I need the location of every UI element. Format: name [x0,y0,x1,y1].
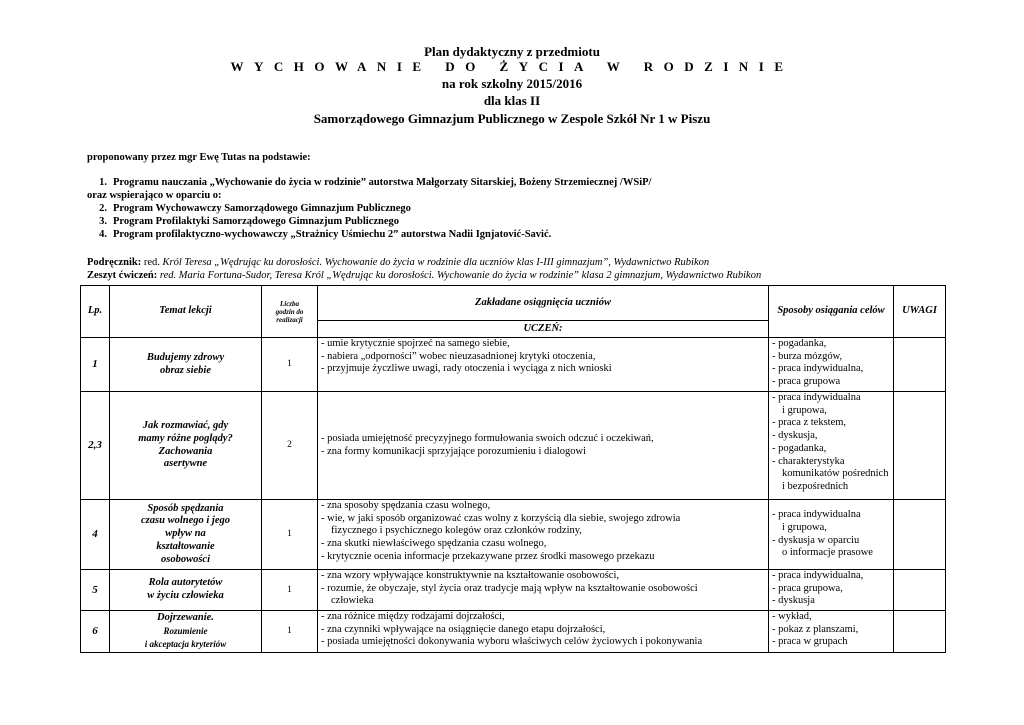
basis-item-1-number: 1. [99,177,107,188]
topic-line: i akceptacja kryteriów [144,638,227,649]
method-line: - dyskusja w oparciu [772,534,860,546]
row-lp: 5 [81,570,110,611]
grade-level: dla klas II [483,93,541,108]
row-hours: 1 [262,338,318,392]
row-topic [110,570,262,611]
basis-item-3-number: 3. [99,216,107,227]
topic-line: Zachowania [158,445,213,457]
topic-line: osobowości [160,553,210,565]
outcome-line: - rozumie, że obyczaje, styl życia oraz tradycje mają wpływ na kształtowanie osobowości [321,582,698,594]
topic-line: wpływ na [165,528,206,540]
outcome-line: - nabiera „odporności” wobec nieuzasadnionej krytyki otoczenia, [321,350,596,362]
textbook-prefix: red. [143,257,160,268]
row-hours: 1 [262,500,318,570]
header-hours-line3: realizacji [276,315,303,324]
topic-line: Sposób spędzania [147,502,224,514]
row-methods [769,611,894,653]
topic-line: Jak rozmawiać, gdy [142,420,229,432]
basis-item-1-text: Programu nauczania „Wychowanie do życia w rodzinie” autorstwa Małgorzaty Sitarskiej, Bożeny Strzemiecznej /WSiP/ [113,177,652,188]
row-topic [110,611,262,653]
row-lp: 1 [81,338,110,392]
topic-line: mamy różne poglądy? [138,432,233,444]
table-row [81,338,946,392]
method-line: i grupowa, [782,404,827,416]
outcome-line: - zna wzory wpływające konstruktywnie na kształtowanie osobowości, [321,570,619,581]
method-line: - praca indywidualna [772,509,861,521]
supporting-label: oraz wspierająco w oparciu o: [87,190,222,201]
row-notes [894,611,946,653]
school-name: Samorządowego Gimnazjum Publicznego w Zespole Szkół Nr 1 w Piszu [313,111,711,126]
lesson-plan-table [80,285,946,653]
row-outcomes [318,338,769,392]
method-line: o informacje prasowe [782,547,873,559]
workbook-title: red. Maria Fortuna-Sudor, Teresa Król „Wędrując ku dorosłości. Wychowanie do życia w rodzinie” klasa 2 gimnazjum, Wydawnictwo Rubikon [159,270,762,281]
basis-item-4-number: 4. [99,229,107,240]
method-line: - dyskusja, [772,430,818,442]
workbook-line [87,269,761,282]
method-line: i grupowa, [782,521,827,533]
outcome-line: człowieka [331,595,374,607]
row-outcomes [318,570,769,611]
outcome-line: fizycznego i psychicznego kolegów oraz członków rodziny, [331,525,582,537]
basis-item-3 [87,215,399,228]
basis-item-4 [87,228,551,241]
method-line: - pogadanka, [772,442,827,454]
row-notes [894,338,946,392]
outcome-line: - posiada umiejętność precyzyjnego formułowania swoich odczuć i oczekiwań, [321,432,654,444]
header-hours [262,286,318,338]
topic-line: Dojrzewanie. [157,612,214,624]
row-outcomes [318,500,769,570]
basis-item-2-text: Program Wychowawczy Samorządowego Gimnazjum Publicznego [113,203,411,214]
method-line: - pokaz z planszami, [772,623,859,635]
row-topic [110,338,262,392]
outcome-line: - zna różnice między rodzajami dojrzałości, [321,611,505,622]
method-line: - pogadanka, [772,338,827,349]
topic-line: w życiu człowieka [147,590,224,601]
outcome-line: - zna skutki niewłaściwego spędzania czasu wolnego, [321,538,547,550]
topic-line: Rozumienie [163,626,208,637]
row-topic [110,500,262,570]
method-line: i bezpośrednich [782,480,849,492]
method-line: - praca indywidualna [772,392,861,403]
row-hours: 1 [262,611,318,653]
outcome-line: - zna formy komunikacji sprzyjające porozumieniu i dialogowi [321,445,587,457]
method-line: komunikatów pośrednich [782,468,889,480]
basis-item-1 [87,176,651,189]
outcome-line: - zna czynniki wpływające na osiągnięcie danego etapu dojrzałości, [321,623,606,635]
header-outcomes: Zakładane osiągnięcia uczniów [318,286,769,321]
subject-title: WYCHOWANIE DO ŻYCIA W RODZINIE [230,59,794,74]
method-line: - praca grupowa, [772,582,843,594]
proposed-by: proponowany przez mgr Ewę Tutas na podstawie: [87,152,311,163]
topic-line: asertywne [163,458,208,470]
basis-item-4-text: Program profilaktyczno-wychowawczy „Strażnicy Uśmiechu 2” autorstwa Nadii Ignjatović-Savić. [113,229,552,240]
row-notes [894,570,946,611]
outcome-line: - posiada umiejętności dokonywania wyboru właściwych celów życiowych i pokonywania [321,636,703,648]
basis-item-2 [87,202,411,215]
row-lp: 6 [81,611,110,653]
table-row [81,392,946,500]
table-row [81,500,946,570]
header-methods: Sposoby osiągania celów [769,286,894,338]
table-row [81,570,946,611]
outcome-line: - zna sposoby spędzania czasu wolnego, [321,500,491,511]
topic-line: Rola autorytetów [148,577,223,589]
row-outcomes [318,611,769,653]
row-methods [769,392,894,500]
row-hours: 2 [262,392,318,500]
header-lp: Lp. [81,286,110,338]
row-topic [110,392,262,500]
topic-line: kształtowanie [156,540,215,552]
row-outcomes [318,392,769,500]
method-line: - dyskusja [772,595,815,607]
textbook-title: Król Teresa „Wędrując ku dorosłości. Wychowanie do życia w rodzinie dla uczniów klas I-III gimnazjum”, Wydawnictwo Rubikon [162,257,710,268]
textbook-label: Podręcznik: [87,257,142,268]
row-notes [894,392,946,500]
textbook-line [87,256,709,269]
method-line: - charakterystyka [772,455,845,467]
row-lp: 4 [81,500,110,570]
method-line: - burza mózgów, [772,350,843,362]
topic-line: czasu wolnego i jego [141,515,230,527]
row-methods [769,570,894,611]
row-methods [769,500,894,570]
header-topic: Temat lekcji [110,286,262,338]
row-methods [769,338,894,392]
method-line: - wykład, [772,611,812,622]
method-line: - praca indywidualna, [772,363,864,375]
workbook-label: Zeszyt ćwiczeń: [87,270,158,281]
outcome-line: - wie, w jaki sposób organizować czas wolny z korzyścią dla siebie, swojego zdrowia [321,512,681,524]
method-line: - praca w grupach [772,636,848,648]
row-notes [894,500,946,570]
header-notes: UWAGI [894,286,946,338]
topic-line: obraz siebie [159,364,212,376]
outcome-line: - krytycznie ocenia informacje przekazywane przez środki masowego przekazu [321,550,655,562]
row-lp: 2,3 [81,392,110,500]
basis-item-2-number: 2. [99,203,107,214]
outcome-line: - umie krytycznie spojrzeć na samego siebie, [321,338,510,349]
header-student: UCZEŃ: [318,321,769,338]
method-line: - praca grupowa [772,376,841,388]
topic-line: Budujemy zdrowy [146,351,225,363]
table-row [81,611,946,653]
outcome-line: - przyjmuje życzliwe uwagi, rady otoczenia i wyciąga z nich wnioski [321,363,612,375]
method-line: - praca z tekstem, [772,417,847,429]
method-line: - praca indywidualna, [772,570,864,581]
basis-item-3-text: Program Profilaktyki Samorządowego Gimnazjum Publicznego [113,216,400,227]
school-year: na rok szkolny 2015/2016 [441,76,583,91]
row-hours: 1 [262,570,318,611]
plan-title: Plan dydaktyczny z przedmiotu [424,44,600,59]
header-hours-line2: godzin do [275,307,304,316]
header-hours-line1: Liczba [279,299,300,308]
